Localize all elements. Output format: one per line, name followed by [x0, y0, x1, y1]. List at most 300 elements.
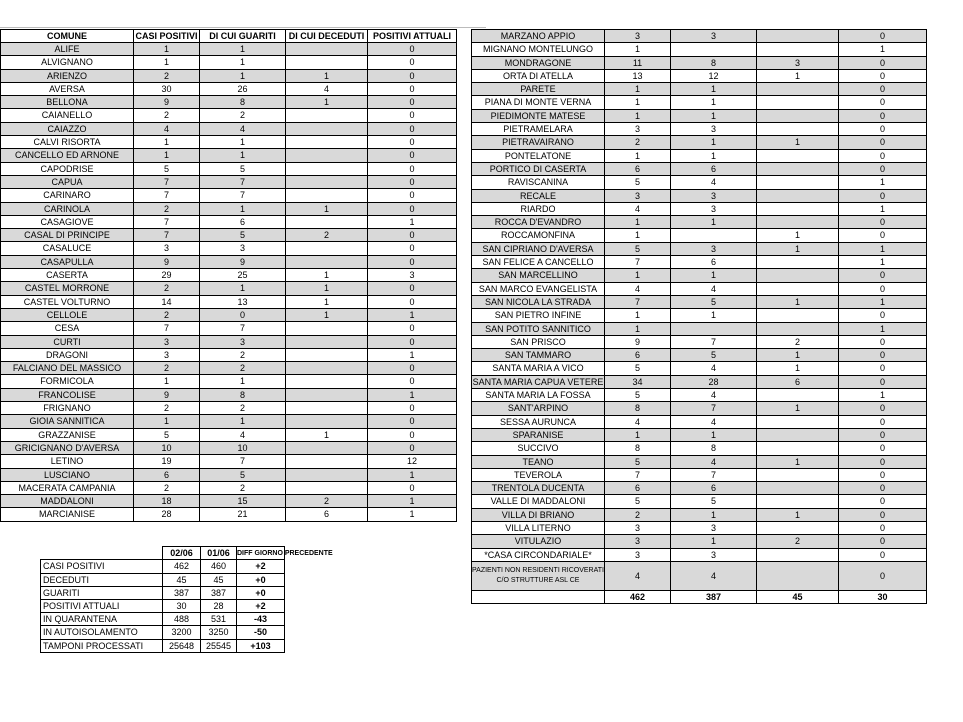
value-cell: 9 — [200, 255, 286, 268]
value-cell: 5 — [671, 349, 757, 362]
table-row — [1, 295, 457, 308]
value-cell — [757, 428, 839, 441]
table-row — [472, 455, 927, 468]
value-cell: 3 — [605, 521, 671, 534]
value-cell: 4 — [671, 282, 757, 295]
value-cell: 1 — [286, 269, 368, 282]
table-row — [1, 242, 457, 255]
value-cell: 3 — [200, 335, 286, 348]
municipality-name: PIEDIMONTE MATESE — [472, 109, 605, 122]
value-cell: 2 — [200, 348, 286, 361]
municipality-name: GRAZZANISE — [1, 428, 134, 441]
value-cell: 1 — [134, 136, 200, 149]
value-cell: 0 — [368, 255, 457, 268]
value-cell: 9 — [134, 255, 200, 268]
table-row — [472, 149, 927, 162]
metric-label: DECEDUTI — [41, 573, 163, 586]
table-row — [472, 495, 927, 508]
metric-value: 488 — [163, 613, 201, 626]
metric-value: 28 — [201, 599, 237, 612]
municipality-name: TRENTOLA DUCENTA — [472, 482, 605, 495]
value-cell — [286, 322, 368, 335]
total-value: 45 — [757, 590, 839, 604]
metric-label: TAMPONI PROCESSATI — [41, 639, 163, 652]
municipality-name: TEANO — [472, 455, 605, 468]
value-cell: 9 — [134, 96, 200, 109]
municipality-name: SANTA MARIA A VICO — [472, 362, 605, 375]
table-row — [1, 282, 457, 295]
value-cell — [286, 215, 368, 228]
municipality-name: SAN POTITO SANNITICO — [472, 322, 605, 335]
municipality-name: CAIANELLO — [1, 109, 134, 122]
value-cell — [757, 309, 839, 322]
table-row — [472, 535, 927, 548]
value-cell: 1 — [671, 428, 757, 441]
table-row — [1, 441, 457, 454]
value-cell: 1 — [671, 136, 757, 149]
metric-value: +0 — [237, 573, 285, 586]
municipality-name: SAN PRISCO — [472, 335, 605, 348]
value-cell: 0 — [839, 535, 927, 548]
value-cell: 0 — [368, 136, 457, 149]
municipality-name: CAPUA — [1, 175, 134, 188]
table-row — [472, 202, 927, 215]
value-cell: 9 — [134, 388, 200, 401]
value-cell: 1 — [757, 229, 839, 242]
table-row — [1, 269, 457, 282]
value-cell: 3 — [671, 30, 757, 43]
value-cell — [286, 189, 368, 202]
column-header: COMUNE — [1, 30, 134, 43]
value-cell: 1 — [134, 149, 200, 162]
metric-label: GUARITI — [41, 586, 163, 599]
value-cell: 5 — [200, 229, 286, 242]
value-cell: 3 — [134, 242, 200, 255]
table-row — [1, 202, 457, 215]
value-cell: 0 — [368, 375, 457, 388]
value-cell: 4 — [605, 561, 671, 590]
value-cell: 2 — [134, 109, 200, 122]
value-cell: 0 — [368, 162, 457, 175]
municipality-name: PIETRAMELARA — [472, 123, 605, 136]
value-cell — [757, 43, 839, 56]
municipality-name: FORMICOLA — [1, 375, 134, 388]
value-cell: 0 — [368, 175, 457, 188]
municipality-name: PORTICO DI CASERTA — [472, 162, 605, 175]
value-cell: 26 — [200, 82, 286, 95]
municipality-name: PIANA DI MONTE VERNA — [472, 96, 605, 109]
value-cell: 3 — [605, 189, 671, 202]
municipality-name: MONDRAGONE — [472, 56, 605, 69]
row-label: PAZIENTI NON RESIDENTI RICOVERATI C/O STRUTTURE ASL CE — [472, 561, 605, 590]
value-cell: 0 — [368, 335, 457, 348]
value-cell — [757, 269, 839, 282]
value-cell: 3 — [134, 348, 200, 361]
value-cell: 1 — [839, 322, 927, 335]
value-cell: 6 — [671, 162, 757, 175]
table-row — [472, 83, 927, 96]
municipality-name: PONTELATONE — [472, 149, 605, 162]
value-cell: 1 — [605, 309, 671, 322]
value-cell: 1 — [200, 149, 286, 162]
value-cell: 2 — [200, 362, 286, 375]
left-table-body — [1, 43, 457, 522]
value-cell: 2 — [200, 481, 286, 494]
metric-value: 45 — [201, 573, 237, 586]
municipality-name: RIARDO — [472, 202, 605, 215]
value-cell: 1 — [671, 96, 757, 109]
table-row — [1, 455, 457, 468]
municipality-name: SESSA AURUNCA — [472, 415, 605, 428]
value-cell: 1 — [368, 468, 457, 481]
value-cell: 30 — [134, 82, 200, 95]
value-cell — [757, 30, 839, 43]
value-cell: 4 — [671, 362, 757, 375]
value-cell: 1 — [286, 202, 368, 215]
table-row — [472, 109, 927, 122]
value-cell: 0 — [839, 402, 927, 415]
table-row — [1, 136, 457, 149]
value-cell: 1 — [605, 43, 671, 56]
value-cell — [286, 441, 368, 454]
value-cell: 12 — [671, 69, 757, 82]
value-cell: 6 — [605, 162, 671, 175]
value-cell: 0 — [839, 189, 927, 202]
value-cell: 5 — [200, 468, 286, 481]
value-cell: 21 — [200, 508, 286, 521]
metric-value: 387 — [163, 586, 201, 599]
value-cell: 1 — [605, 322, 671, 335]
value-cell: 5 — [605, 495, 671, 508]
municipality-name: PARETE — [472, 83, 605, 96]
municipality-name: MACERATA CAMPANIA — [1, 481, 134, 494]
value-cell: 0 — [368, 56, 457, 69]
value-cell: 1 — [134, 415, 200, 428]
metric-value: +0 — [237, 586, 285, 599]
municipality-name: ORTA DI ATELLA — [472, 69, 605, 82]
metric-value: 462 — [163, 560, 201, 573]
value-cell: 7 — [671, 402, 757, 415]
value-cell: 0 — [368, 149, 457, 162]
municipality-name: VITULAZIO — [472, 535, 605, 548]
table-row — [472, 269, 927, 282]
value-cell: 1 — [605, 149, 671, 162]
municipality-name: CASAPULLA — [1, 255, 134, 268]
value-cell: 11 — [605, 56, 671, 69]
value-cell: 4 — [605, 282, 671, 295]
value-cell: 0 — [839, 349, 927, 362]
value-cell — [757, 548, 839, 561]
value-cell: 2 — [134, 69, 200, 82]
table-row — [472, 442, 927, 455]
municipality-name: SAN MARCO EVANGELISTA — [472, 282, 605, 295]
value-cell: 7 — [200, 455, 286, 468]
value-cell: 0 — [368, 69, 457, 82]
municipality-name: VILLA LITERNO — [472, 521, 605, 534]
value-cell: 0 — [839, 229, 927, 242]
value-cell: 2 — [134, 402, 200, 415]
value-cell: 0 — [839, 548, 927, 561]
value-cell: 3 — [757, 56, 839, 69]
value-cell: 7 — [200, 322, 286, 335]
municipality-name: SAN NICOLA LA STRADA — [472, 295, 605, 308]
metric-value: 531 — [201, 613, 237, 626]
value-cell: 1 — [757, 508, 839, 521]
value-cell: 3 — [605, 123, 671, 136]
municipality-name: CELLOLE — [1, 308, 134, 321]
municipality-name: SUCCIVO — [472, 442, 605, 455]
value-cell — [286, 415, 368, 428]
value-cell: 4 — [671, 389, 757, 402]
value-cell: 7 — [605, 468, 671, 481]
table-row — [472, 362, 927, 375]
table-row — [1, 362, 457, 375]
non-resident-patients-row — [472, 561, 927, 590]
metric-value: +2 — [237, 560, 285, 573]
value-cell: 8 — [200, 388, 286, 401]
table-row — [472, 189, 927, 202]
table-row — [1, 69, 457, 82]
municipality-name: GIOIA SANNITICA — [1, 415, 134, 428]
metric-label: IN QUARANTENA — [41, 613, 163, 626]
value-cell: 1 — [200, 415, 286, 428]
value-cell: 1 — [200, 375, 286, 388]
municipality-name: SAN FELICE A CANCELLO — [472, 256, 605, 269]
table-row — [472, 548, 927, 561]
value-cell: 7 — [200, 175, 286, 188]
value-cell: 1 — [839, 295, 927, 308]
column-header — [41, 547, 163, 560]
table-row — [1, 308, 457, 321]
value-cell: 2 — [134, 362, 200, 375]
value-cell: 1 — [200, 282, 286, 295]
table-row — [1, 481, 457, 494]
municipality-name: BELLONA — [1, 96, 134, 109]
summary-row — [41, 599, 285, 612]
value-cell: 1 — [368, 495, 457, 508]
municipality-name: CURTI — [1, 335, 134, 348]
value-cell: 0 — [839, 468, 927, 481]
value-cell — [757, 389, 839, 402]
value-cell: 0 — [368, 43, 457, 56]
value-cell: 7 — [134, 189, 200, 202]
value-cell: 1 — [605, 109, 671, 122]
table-row — [472, 521, 927, 534]
value-cell — [286, 481, 368, 494]
summary-header — [41, 547, 285, 560]
value-cell: 6 — [200, 215, 286, 228]
metric-value: 3200 — [163, 626, 201, 639]
table-row — [1, 162, 457, 175]
value-cell: 2 — [200, 109, 286, 122]
municipality-name: SPARANISE — [472, 428, 605, 441]
value-cell — [757, 96, 839, 109]
value-cell: 5 — [605, 176, 671, 189]
municipality-name: CASAGIOVE — [1, 215, 134, 228]
value-cell: 1 — [605, 96, 671, 109]
value-cell — [286, 255, 368, 268]
column-header: 02/06 — [163, 547, 201, 560]
value-cell: 0 — [368, 428, 457, 441]
value-cell: 6 — [671, 482, 757, 495]
value-cell: 1 — [200, 43, 286, 56]
table-row — [472, 242, 927, 255]
value-cell: 1 — [671, 269, 757, 282]
municipality-name: SANTA MARIA CAPUA VETERE — [472, 376, 604, 387]
metric-value: -50 — [237, 626, 285, 639]
value-cell — [757, 176, 839, 189]
column-header: DIFF GIORNO PRECEDENTE — [237, 547, 285, 560]
value-cell: 1 — [757, 349, 839, 362]
value-cell: 0 — [839, 495, 927, 508]
table-row — [472, 56, 927, 69]
municipality-name: CAIAZZO — [1, 122, 134, 135]
table-row — [472, 216, 927, 229]
value-cell: 2 — [757, 535, 839, 548]
municipality-name: FALCIANO DEL MASSICO — [1, 362, 134, 375]
value-cell: 0 — [368, 202, 457, 215]
value-cell: 0 — [368, 229, 457, 242]
value-cell: 0 — [839, 149, 927, 162]
table-row — [1, 348, 457, 361]
value-cell — [757, 216, 839, 229]
metric-value: 30 — [163, 599, 201, 612]
value-cell: 1 — [368, 215, 457, 228]
value-cell: 3 — [200, 242, 286, 255]
value-cell: 1 — [368, 348, 457, 361]
value-cell: 2 — [134, 308, 200, 321]
table-row — [1, 149, 457, 162]
value-cell: 5 — [200, 162, 286, 175]
municipality-name: TEVEROLA — [472, 468, 605, 481]
value-cell: 2 — [200, 402, 286, 415]
municipality-name: CAPODRISE — [1, 162, 134, 175]
value-cell: 0 — [839, 508, 927, 521]
value-cell — [757, 162, 839, 175]
value-cell: 1 — [839, 389, 927, 402]
municipality-name: SAN TAMMARO — [472, 349, 605, 362]
value-cell: 0 — [839, 96, 927, 109]
municipality-name: MARZANO APPIO — [472, 30, 605, 43]
value-cell: 1 — [200, 202, 286, 215]
table-row — [472, 96, 927, 109]
value-cell: 0 — [368, 402, 457, 415]
value-cell — [286, 348, 368, 361]
value-cell: 29 — [134, 269, 200, 282]
value-cell: 0 — [368, 415, 457, 428]
value-cell: 1 — [286, 69, 368, 82]
summary-row — [41, 639, 285, 652]
metric-value: 45 — [163, 573, 201, 586]
municipality-name: DRAGONI — [1, 348, 134, 361]
metric-label: POSITIVI ATTUALI — [41, 599, 163, 612]
value-cell: 6 — [605, 349, 671, 362]
value-cell: 3 — [671, 242, 757, 255]
value-cell — [286, 362, 368, 375]
value-cell: 3 — [671, 189, 757, 202]
value-cell — [286, 43, 368, 56]
value-cell: 0 — [839, 415, 927, 428]
value-cell: 7 — [671, 335, 757, 348]
right-table-body — [472, 30, 927, 604]
municipality-name: ARIENZO — [1, 69, 134, 82]
value-cell: 8 — [671, 56, 757, 69]
value-cell — [757, 189, 839, 202]
municipality-name: PIETRAVAIRANO — [472, 136, 605, 149]
value-cell: 1 — [757, 69, 839, 82]
value-cell: 1 — [839, 256, 927, 269]
total-value: 462 — [605, 590, 671, 604]
value-cell: 0 — [368, 362, 457, 375]
value-cell — [757, 482, 839, 495]
value-cell: 1 — [200, 136, 286, 149]
value-cell: 1 — [605, 229, 671, 242]
value-cell: 1 — [286, 428, 368, 441]
value-cell: 1 — [671, 109, 757, 122]
value-cell — [757, 256, 839, 269]
value-cell: 1 — [134, 56, 200, 69]
value-cell: 3 — [671, 123, 757, 136]
metric-value: 3250 — [201, 626, 237, 639]
value-cell — [757, 415, 839, 428]
value-cell — [757, 442, 839, 455]
value-cell: 1 — [368, 388, 457, 401]
value-cell — [757, 83, 839, 96]
table-row — [472, 309, 927, 322]
value-cell: 1 — [368, 508, 457, 521]
value-cell: 8 — [671, 442, 757, 455]
value-cell: 0 — [368, 441, 457, 454]
value-cell: 0 — [839, 309, 927, 322]
value-cell: 1 — [286, 96, 368, 109]
value-cell: 1 — [757, 362, 839, 375]
value-cell — [286, 375, 368, 388]
table-row — [472, 468, 927, 481]
value-cell: 15 — [200, 495, 286, 508]
value-cell: 3 — [368, 269, 457, 282]
value-cell: 1 — [671, 508, 757, 521]
value-cell — [757, 521, 839, 534]
value-cell: 4 — [671, 415, 757, 428]
column-header: 01/06 — [201, 547, 237, 560]
right-municipality-table — [471, 29, 927, 604]
value-cell: 28 — [671, 375, 757, 388]
value-cell: 2 — [286, 495, 368, 508]
value-cell — [286, 136, 368, 149]
value-cell: 2 — [286, 229, 368, 242]
table-row — [1, 189, 457, 202]
table-row — [472, 322, 927, 335]
value-cell: 10 — [134, 441, 200, 454]
table-row — [472, 415, 927, 428]
value-cell: 0 — [368, 295, 457, 308]
table-row — [472, 43, 927, 56]
value-cell: 5 — [134, 428, 200, 441]
value-cell: 7 — [671, 468, 757, 481]
summary-row — [41, 626, 285, 639]
value-cell: 4 — [671, 455, 757, 468]
municipality-name: SAN MARCELLINO — [472, 269, 605, 282]
column-header: DI CUI DECEDUTI — [286, 30, 368, 43]
value-cell: 0 — [839, 136, 927, 149]
value-cell: 0 — [839, 216, 927, 229]
value-cell: 0 — [839, 269, 927, 282]
value-cell: 1 — [839, 242, 927, 255]
metric-value: +103 — [237, 639, 285, 652]
value-cell: 0 — [368, 109, 457, 122]
left-municipality-table — [0, 29, 457, 522]
summary-body — [41, 560, 285, 652]
